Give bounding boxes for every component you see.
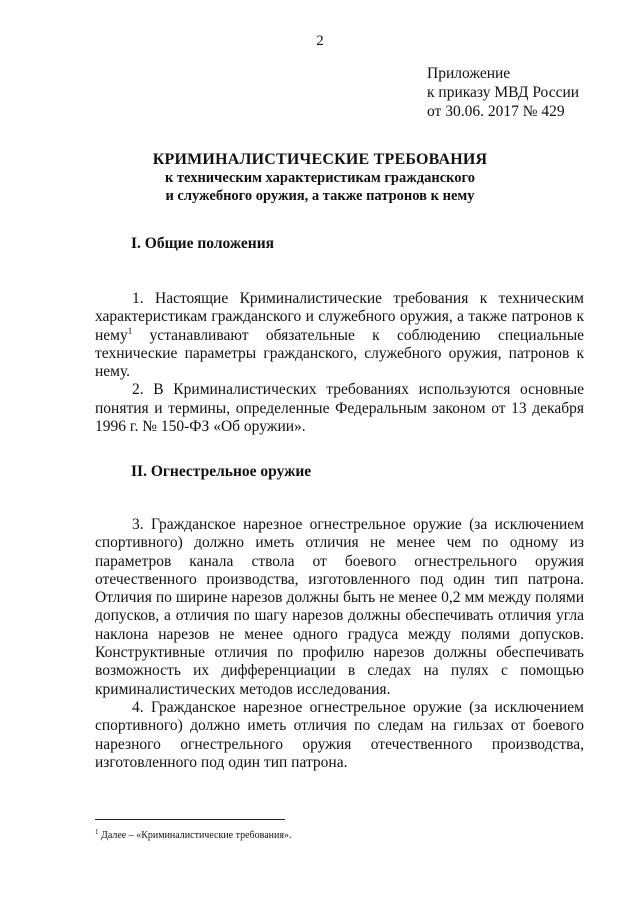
document-title xyxy=(0,150,640,205)
footnote-divider xyxy=(95,819,285,820)
paragraph-1-text-end: устанавливают обязательные к соблюдению специальные технические параметры гражданского, служебного оружия, патронов к нему. xyxy=(95,326,584,381)
footnote-text: Далее – «Криминалистические требования». xyxy=(98,830,292,841)
appendix-line-2: к приказу МВД России xyxy=(427,84,580,101)
paragraph-4: 4. Гражданское нарезное огнестрельное оружие (за исключением спортивного) должно иметь отличия по следам на гильзах от боевого нарезного огнестрельного оружия отечественного производства, изготовленного под один тип патрона. xyxy=(95,698,584,771)
title-subtitle-line-2: и служебного оружия, а также патронов к нему xyxy=(165,188,475,204)
section-1-body xyxy=(95,290,584,436)
section-1-heading: I. Общие положения xyxy=(131,235,275,252)
section-2-body xyxy=(95,516,584,772)
footnote xyxy=(95,830,291,841)
paragraph-1 xyxy=(95,290,584,381)
appendix-line-1: Приложение xyxy=(427,65,511,82)
appendix-line-3: от 30.06. 2017 № 429 xyxy=(427,103,565,120)
paragraph-1-text-start: 1. Настоящие Криминалистические требования к техническим характеристикам гражданского и служебного оружия, а также патронов к нему xyxy=(95,290,584,344)
section-2-heading: II. Огнестрельное оружие xyxy=(131,463,312,480)
page-number: 2 xyxy=(316,33,324,49)
title-main: КРИМИНАЛИСТИЧЕСКИЕ ТРЕБОВАНИЯ xyxy=(152,151,488,168)
appendix-note xyxy=(427,64,579,121)
paragraph-3: 3. Гражданское нарезное огнестрельное оружие (за исключением спортивного) должно иметь отличия не менее чем по одному из параметров канала ствола от боевого огнестрельного оружия отечественного производства, изготовленного под один тип патрона. Отличия по ширине нарезов должны быть не менее 0,2 мм между полями допусков, а отличия по шагу нарезов должны обеспечивать отличия угла наклона нарезов не менее одного градуса между полями допусков. Конструктивные отличия по профилю нарезов должны обеспечивать возможность их дифференциации в следах на пулях с помощью криминалистических методов исследования. xyxy=(95,516,584,698)
footnote-reference: 1 xyxy=(127,325,133,336)
title-subtitle-line-1: к техническим характеристикам гражданского xyxy=(164,170,476,186)
paragraph-2: 2. В Криминалистических требованиях используются основные понятия и термины, определенные Федеральным законом от 13 декабря 1996 г. № 150-ФЗ «Об оружии». xyxy=(95,381,584,436)
footnote-mark: 1 xyxy=(95,828,99,836)
